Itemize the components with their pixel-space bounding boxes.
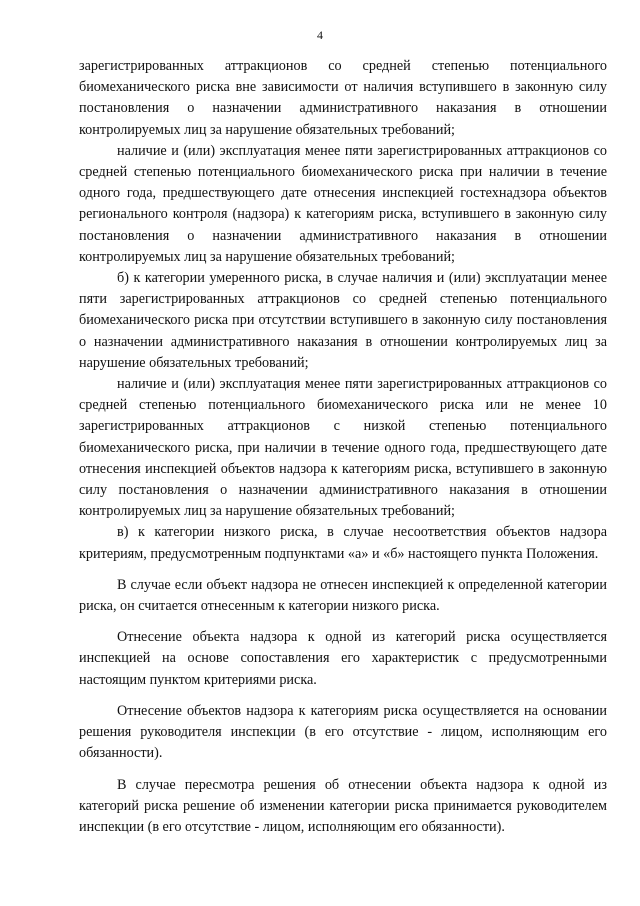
paragraph-assignment-decision: Отнесение объектов надзора к категориям риска осуществляется на основании решения руководителя инспекции (в его отсутствие - лицом, исполняющим его обязанности). <box>79 702 607 762</box>
paragraph-category-revision: В случае пересмотра решения об отнесении объекта надзора к одной из категорий риска решение об изменении категории риска принимается руководителем инспекции (в его отсутствие - лицом, исполняющим его обязанности). <box>79 776 607 835</box>
paragraph-low-risk: в) к категории низкого риска, в случае несоответствия объектов надзора критериям, предусмотренным подпунктами «а» и «б» настоящего пункта Положения. <box>79 524 607 562</box>
paragraph-continuation: зарегистрированных аттракционов со средней степенью потенциального биомеханического риска вне зависимости от наличия вступившего в законную силу постановления о назначении административного наказания в отношении контролируемых лиц за нарушение обязательных требований; <box>79 58 607 138</box>
paragraph-high-risk-criterion: наличие и (или) эксплуатация менее пяти зарегистрированных аттракционов со средней степенью потенциального биомеханического риска при наличии в течение одного года, предшествующего дате отнесения инспекцией гостехнадзора объектов регионального контроля (надзора) к категориям риска, вступившего в законную силу постановления о назначении административного наказания в отношении контролируемых лиц за нарушение обязательных требований; <box>79 142 607 265</box>
paragraph-default-category: В случае если объект надзора не отнесен инспекцией к определенной категории риска, он считается отнесенным к категории низкого риска. <box>79 576 607 615</box>
paragraph-moderate-risk-criterion: наличие и (или) эксплуатация менее пяти зарегистрированных аттракционов со средней степенью потенциального биомеханического риска или не менее 10 зарегистрированных аттракционов с низкой степенью потенциального биомеханического риска, при наличии в течение одного года, предшествующего дате отнесения инспекцией объектов надзора к категориям риска, вступившего в законную силу постановления о назначении административного наказания в отношении контролируемых лиц за нарушение обязательных требований; <box>79 376 607 520</box>
paragraph-moderate-risk: б) к категории умеренного риска, в случае наличия и (или) эксплуатации менее пяти зарегистрированных аттракционов со средней степенью потенциального биомеханического риска при отсутствии вступившего в законную силу постановления о назначении административного наказания в отношении контролируемых лиц за нарушение обязательных требований; <box>79 270 607 371</box>
paragraph-assignment-basis: Отнесение объекта надзора к одной из категорий риска осуществляется инспекцией на основе сопоставления его характеристик с предусмотренными настоящим пунктом критериями риска. <box>79 629 607 688</box>
document-body <box>79 56 607 838</box>
page-number: 4 <box>317 28 323 42</box>
